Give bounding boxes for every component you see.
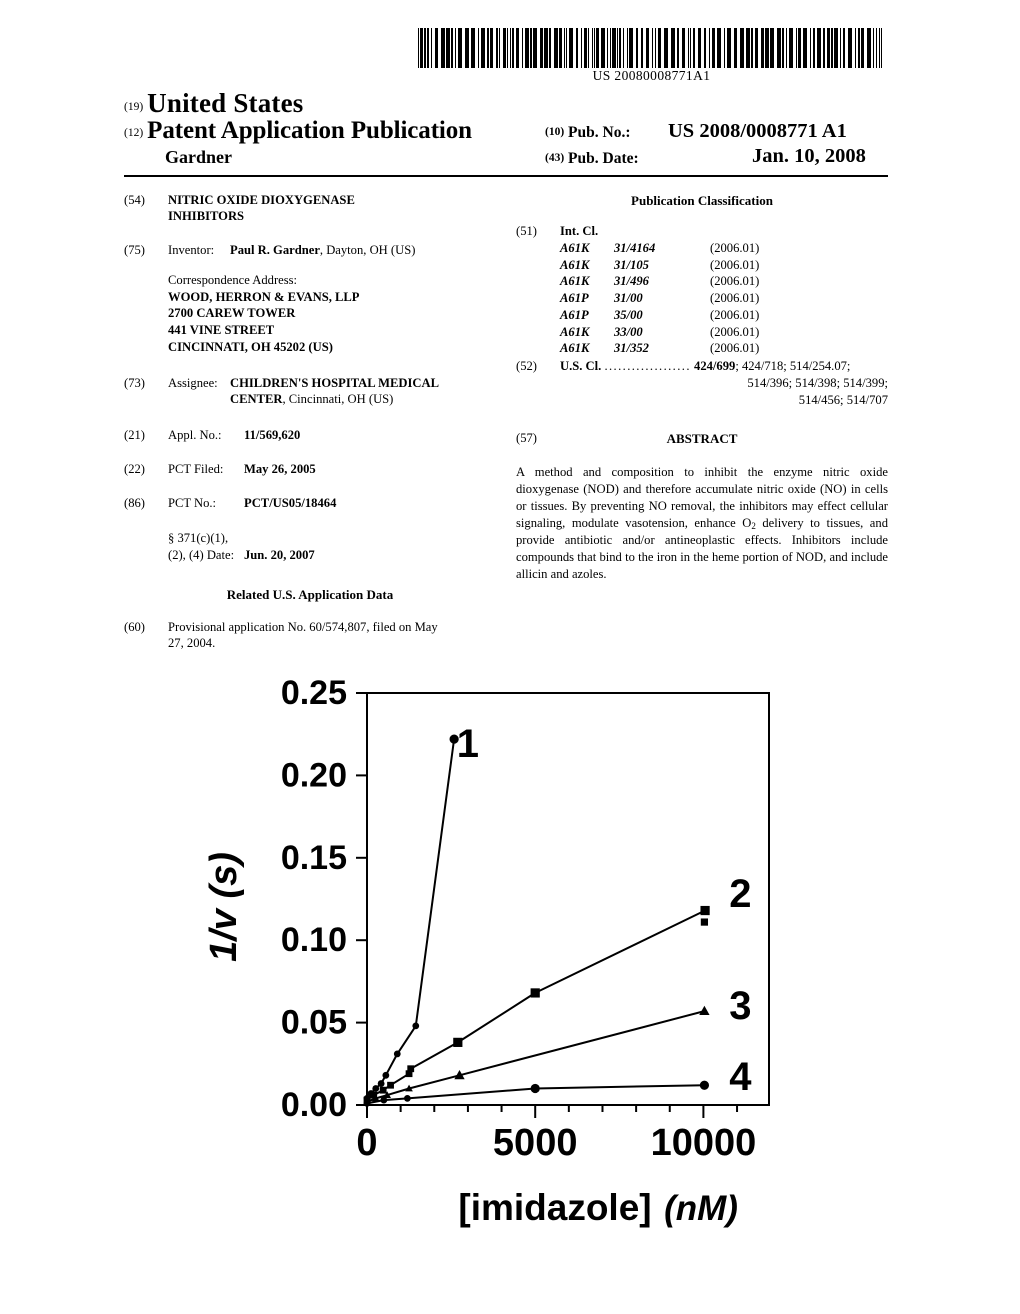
int-cl-block — [516, 223, 888, 357]
abstract-heading-row — [516, 430, 888, 447]
code-10: (10) — [545, 126, 565, 138]
us-cl-primary: 424/699 — [694, 359, 736, 374]
data-point — [380, 1097, 387, 1104]
y-axis-tick-label: 0.05 — [280, 1003, 347, 1042]
series-label-4: 4 — [729, 1054, 752, 1099]
document-type: Patent Application Publication — [147, 117, 472, 144]
int-cl-version: (2006.01) — [710, 324, 760, 339]
correspondence-line-1: WOOD, HERRON & EVANS, LLP — [168, 289, 360, 304]
data-point — [699, 1006, 709, 1015]
int-cl-number: 33/00 — [614, 324, 643, 339]
field-title — [124, 192, 496, 224]
us-cl-dots: ................... — [604, 359, 691, 374]
bibliographic-left-column — [124, 192, 496, 663]
figure-lineweaver-burk-plot — [0, 640, 1020, 1250]
data-point — [394, 1051, 401, 1058]
int-cl-number: 31/00 — [614, 291, 643, 306]
provisional-line-1: Provisional application No. 60/574,807, filed on May — [168, 620, 438, 635]
data-point — [364, 1100, 371, 1107]
date-2-4-value: Jun. 20, 2007 — [244, 548, 315, 563]
masthead-divider — [124, 175, 888, 177]
pub-date-label-group — [545, 150, 639, 168]
int-cl-group: A61K — [560, 274, 590, 289]
int-cl-row — [560, 273, 888, 290]
int-cl-version: (2006.01) — [710, 341, 760, 356]
us-cl-line-3: 514/456; 514/707 — [798, 392, 888, 407]
appl-no-value: 11/569,620 — [244, 428, 301, 443]
int-cl-version: (2006.01) — [710, 257, 760, 272]
x-axis-tick-label: 5000 — [492, 1122, 578, 1164]
int-cl-rows — [516, 240, 888, 357]
inventor-name: Paul R. Gardner — [230, 243, 320, 258]
field-code-21: (21) — [124, 428, 145, 443]
bibliographic-right-column — [516, 192, 888, 595]
correspondence-line-3: 441 VINE STREET — [168, 323, 275, 338]
int-cl-number: 31/352 — [614, 341, 649, 356]
int-cl-group: A61K — [560, 324, 590, 339]
field-pct-no — [124, 495, 496, 512]
section-371-line: § 371(c)(1), — [168, 531, 229, 546]
field-code-22: (22) — [124, 461, 145, 476]
assignee-name-line-2: CENTER — [230, 392, 283, 407]
pub-no-label: Pub. No.: — [568, 124, 631, 141]
us-cl-line-1 — [560, 358, 888, 375]
abstract-text-part-2: delivery to tissues, and provide antibiotic and/or antineoplastic effects. Inhibitors include compounds that bind to the iron in the heme portion of NOD, and include allicin and azoles. — [516, 515, 888, 581]
series-line — [367, 739, 454, 1098]
pub-date-label: Pub. Date: — [568, 150, 639, 167]
y-axis-tick-label: 0.15 — [280, 838, 347, 877]
pub-no-value: US 2008/0008771 A1 — [668, 120, 847, 142]
int-cl-label: Int. Cl. — [560, 224, 599, 239]
y-axis-tick-label: 0.20 — [280, 756, 347, 795]
assignee-name-line-1: CHILDREN'S HOSPITAL MEDICAL — [230, 375, 440, 390]
provisional-line-2: 27, 2004. — [168, 636, 216, 651]
inventor-label: Inventor: — [168, 243, 215, 258]
int-cl-number: 31/4164 — [614, 241, 656, 256]
x-axis-unit: (nM) — [664, 1189, 738, 1228]
x-axis-tick-label: 0 — [356, 1122, 378, 1164]
int-cl-group: A61P — [560, 291, 589, 306]
field-inventor — [124, 242, 496, 259]
correspondence-line-2: 2700 CAREW TOWER — [168, 306, 296, 321]
us-cl-block — [516, 358, 888, 408]
data-point — [372, 1085, 379, 1092]
abstract-text-part-1: A method and composition to inhibit the enzyme nitric oxide dioxygenase (NOD) and therefore accumulate nitric oxide (NO) in cells or tissues. By preventing NO removal, the inhibitors may effect cellular signaling, modulate vasotension, enhance O — [516, 464, 888, 530]
y-axis-tick-label: 0.25 — [280, 674, 347, 712]
int-cl-number: 31/496 — [614, 274, 649, 289]
series-label-3: 3 — [729, 984, 752, 1029]
title-line-2: INHIBITORS — [168, 209, 245, 224]
int-cl-version: (2006.01) — [710, 241, 760, 256]
correspondence-line-4: CINCINNATI, OH 45202 (US) — [168, 339, 333, 354]
int-cl-group: A61K — [560, 241, 590, 256]
int-cl-row — [560, 240, 888, 257]
appl-no-label: Appl. No.: — [168, 428, 222, 443]
field-371-date — [124, 530, 496, 563]
int-cl-version: (2006.01) — [710, 307, 760, 322]
data-point — [382, 1072, 389, 1079]
data-point — [378, 1080, 385, 1087]
data-point — [387, 1082, 394, 1089]
int-cl-group: A61P — [560, 307, 589, 322]
data-point — [404, 1095, 411, 1102]
series-label-1: 1 — [456, 722, 480, 767]
data-point — [453, 1038, 462, 1047]
field-code-75: (75) — [124, 243, 145, 258]
int-cl-group: A61K — [560, 341, 590, 356]
publication-classification-heading: Publication Classification — [631, 193, 773, 208]
abstract-subscript: 2 — [751, 520, 756, 531]
y-axis-title: 1/v (s) — [203, 852, 245, 962]
field-assignee — [124, 375, 496, 408]
us-cl-line-1-rest: ; 424/718; 514/254.07; — [735, 359, 851, 374]
title-line-1: NITRIC OXIDE DIOXYGENASE — [168, 193, 355, 207]
pct-filed-label: PCT Filed: — [168, 461, 224, 476]
field-pct-filed — [124, 461, 496, 478]
country-name: United States — [147, 88, 304, 118]
pct-no-label: PCT No.: — [168, 495, 217, 510]
field-code-52: (52) — [516, 359, 537, 374]
code-43: (43) — [545, 152, 565, 164]
field-code-51: (51) — [516, 224, 537, 239]
abstract-text — [516, 464, 888, 583]
series-3 — [363, 984, 751, 1104]
x-axis-title: [imidazole] — [458, 1187, 652, 1228]
related-data-heading: Related U.S. Application Data — [226, 586, 394, 602]
field-code-54: (54) — [124, 193, 145, 207]
y-axis-tick-label: 0.10 — [280, 921, 347, 960]
int-cl-group: A61K — [560, 257, 590, 272]
int-cl-row — [560, 307, 888, 324]
int-cl-row — [560, 257, 888, 274]
int-cl-version: (2006.01) — [710, 274, 760, 289]
assignee-location: , Cincinnati, OH (US) — [282, 392, 394, 407]
int-cl-row — [560, 324, 888, 341]
data-point — [700, 1081, 709, 1090]
country-line — [124, 88, 304, 119]
int-cl-row — [560, 290, 888, 307]
int-cl-number: 31/105 — [614, 257, 649, 272]
pub-date-value: Jan. 10, 2008 — [752, 145, 866, 167]
barcode-image — [418, 28, 885, 68]
data-point-outlier — [701, 918, 708, 925]
field-code-86: (86) — [124, 495, 145, 510]
int-cl-row — [560, 340, 888, 357]
barcode-number: US 20080008771A1 — [592, 68, 711, 83]
abstract-heading: ABSTRACT — [666, 431, 738, 447]
field-code-73: (73) — [124, 375, 145, 390]
field-appl-no — [124, 427, 496, 444]
data-point — [412, 1022, 419, 1029]
int-cl-number: 35/00 — [614, 307, 643, 322]
code-19: (19) — [124, 101, 144, 113]
field-code-57: (57) — [516, 431, 537, 446]
pub-no-label-group — [545, 124, 631, 142]
date-2-4-label: (2), (4) Date: — [168, 548, 235, 563]
correspondence-address — [168, 272, 496, 356]
doc-type-line — [124, 117, 472, 145]
data-point — [531, 988, 540, 997]
pct-no-value: PCT/US05/18464 — [244, 495, 337, 510]
correspondence-heading: Correspondence Address: — [168, 272, 298, 287]
series-label-2: 2 — [729, 872, 752, 917]
data-point — [700, 906, 709, 915]
inventor-location: , Dayton, OH (US) — [319, 243, 416, 258]
data-point — [407, 1065, 414, 1072]
int-cl-version: (2006.01) — [710, 291, 760, 306]
pct-filed-value: May 26, 2005 — [244, 461, 316, 476]
y-axis-tick-label: 0.00 — [280, 1086, 347, 1124]
data-point — [531, 1084, 540, 1093]
code-12: (12) — [124, 127, 144, 139]
field-code-60: (60) — [124, 620, 145, 635]
us-cl-line-2: 514/396; 514/398; 514/399; — [747, 375, 888, 390]
assignee-label: Assignee: — [168, 375, 218, 390]
data-point — [380, 1087, 387, 1094]
x-axis-tick-label: 10000 — [650, 1122, 757, 1164]
inventor-surname: Gardner — [165, 147, 232, 167]
us-cl-label: U.S. Cl. — [560, 359, 602, 374]
